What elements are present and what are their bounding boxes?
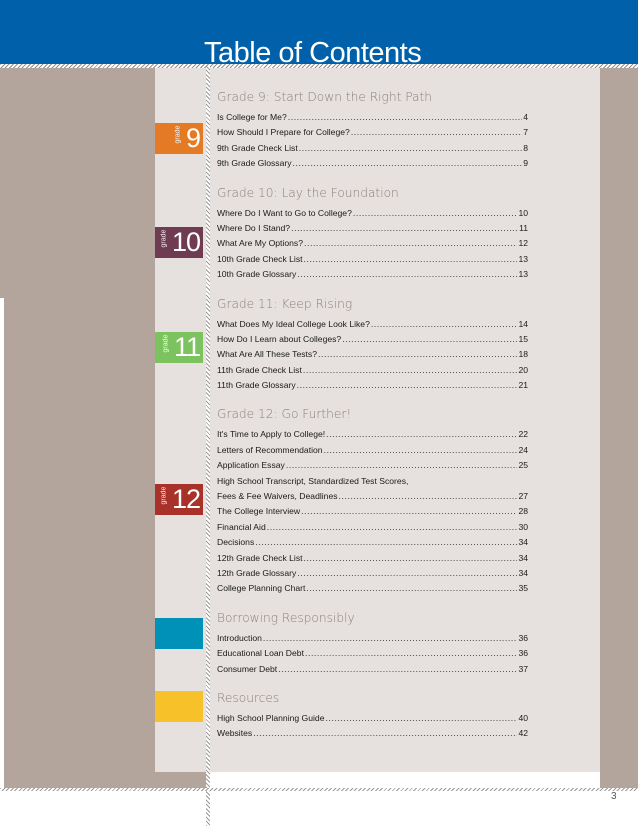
page-number: 3 xyxy=(611,791,617,802)
entry-page: 35 xyxy=(518,583,528,594)
entry-label: Letters of Recommendation xyxy=(217,444,323,455)
entry-label: Websites xyxy=(217,728,253,739)
dot-leader xyxy=(267,520,518,535)
entry-page: 15 xyxy=(518,333,528,344)
entry-page: 22 xyxy=(518,429,528,440)
toc-section-borrowing xyxy=(217,609,528,677)
toc-entry[interactable] xyxy=(217,378,528,393)
entry-label: Educational Loan Debt xyxy=(217,648,304,659)
entry-page: 24 xyxy=(518,444,528,455)
toc-entry[interactable] xyxy=(217,252,528,267)
entry-page: 18 xyxy=(518,349,528,360)
entry-page: 13 xyxy=(518,253,528,264)
entry-label: Decisions xyxy=(217,537,255,548)
toc-entry[interactable] xyxy=(217,141,528,156)
badge-grade-word: grade xyxy=(160,486,168,505)
dot-leader xyxy=(371,317,518,332)
dot-leader xyxy=(291,221,518,236)
entry-label: How Should I Prepare for College? xyxy=(217,127,350,138)
dot-leader xyxy=(297,378,518,393)
left-edge-strip xyxy=(0,298,4,790)
dot-leader xyxy=(304,236,517,251)
toc-entry[interactable] xyxy=(217,474,528,489)
vertical-hatch-divider xyxy=(206,66,210,826)
entry-page: 34 xyxy=(518,567,528,578)
entry-page: 21 xyxy=(518,380,528,391)
toc-entry[interactable] xyxy=(217,489,528,504)
badge-grade-number: 10 xyxy=(171,227,200,257)
entry-label: 10th Grade Glossary xyxy=(217,269,297,280)
entry-page: 27 xyxy=(518,491,528,502)
dot-leader xyxy=(255,535,517,550)
toc-entry[interactable] xyxy=(217,427,528,442)
grade-11-badge xyxy=(155,332,203,363)
entry-label: Financial Aid xyxy=(217,521,266,532)
entry-label: 12th Grade Check List xyxy=(217,552,303,563)
dot-leader xyxy=(318,347,517,362)
dot-leader xyxy=(326,427,517,442)
dot-leader xyxy=(342,332,517,347)
toc-entry[interactable] xyxy=(217,458,528,473)
section-title: Borrowing Responsibly xyxy=(217,610,355,625)
entry-label: 11th Grade Check List xyxy=(217,364,302,375)
entry-label: High School Planning Guide xyxy=(217,712,325,723)
entry-label: Is College for Me? xyxy=(217,112,287,122)
entry-page: 12 xyxy=(518,238,528,249)
dot-leader xyxy=(324,443,518,458)
entry-page: 36 xyxy=(518,648,528,659)
toc-section-grade9 xyxy=(217,88,528,172)
entry-label: How Do I Learn about Colleges? xyxy=(217,333,342,344)
toc-entry[interactable] xyxy=(217,347,528,362)
grade-9-badge xyxy=(155,123,203,154)
badge-grade-number: 12 xyxy=(171,484,200,514)
entry-page: 20 xyxy=(518,364,528,375)
dot-leader xyxy=(306,581,517,596)
toc-entry[interactable] xyxy=(217,267,528,282)
entry-page: 7 xyxy=(523,127,528,138)
toc-entry[interactable] xyxy=(217,156,528,171)
dot-leader xyxy=(263,631,518,646)
toc-entry[interactable] xyxy=(217,535,528,550)
entry-label: The College Interview xyxy=(217,506,301,517)
entry-page: 42 xyxy=(518,728,528,739)
section-title: Grade 9: Start Down the Right Path xyxy=(217,90,433,104)
entry-page: 37 xyxy=(518,663,528,674)
dot-leader xyxy=(297,267,517,282)
badge-grade-number: 9 xyxy=(185,123,200,153)
dot-leader xyxy=(253,726,517,741)
dot-leader xyxy=(278,662,517,677)
entry-label: What Does My Ideal College Look Like? xyxy=(217,318,370,329)
toc-section-resources xyxy=(217,689,528,742)
entry-page: 10 xyxy=(518,207,528,218)
dot-leader xyxy=(351,125,522,140)
page-title: Table of Contents xyxy=(204,37,422,69)
borrowing-color-swatch xyxy=(155,618,203,649)
toc-entry[interactable] xyxy=(217,110,528,125)
resources-color-swatch xyxy=(155,691,203,722)
section-title: Resources xyxy=(217,690,280,705)
badge-grade-number: 11 xyxy=(173,332,200,362)
toc-entry[interactable] xyxy=(217,631,528,646)
entry-label: Where Do I Want to Go to College? xyxy=(217,207,352,218)
entry-page: 40 xyxy=(518,712,528,723)
entry-label: 12th Grade Glossary xyxy=(217,567,297,578)
toc-entry[interactable] xyxy=(217,443,528,458)
table-of-contents xyxy=(217,88,528,754)
toc-entry[interactable] xyxy=(217,221,528,236)
toc-entry[interactable] xyxy=(217,317,528,332)
entry-page: 11 xyxy=(519,222,528,233)
entry-page: 9 xyxy=(523,158,528,169)
toc-entry[interactable] xyxy=(217,566,528,581)
toc-entry[interactable] xyxy=(217,581,528,596)
entry-label: What Are My Options? xyxy=(217,238,303,249)
grade-12-badge xyxy=(155,484,203,515)
toc-entry[interactable] xyxy=(217,504,528,519)
dot-leader xyxy=(297,566,517,581)
toc-entry[interactable] xyxy=(217,363,528,378)
entry-label: 9th Grade Check List xyxy=(217,142,298,153)
entry-label: Where Do I Stand? xyxy=(217,222,291,233)
toc-section-grade12 xyxy=(217,405,528,596)
entry-label: High School Transcript, Standardized Test Scores, xyxy=(217,475,409,486)
toc-entry[interactable] xyxy=(217,726,528,741)
entry-label: What Are All These Tests? xyxy=(217,349,317,360)
badge-grade-word: grade xyxy=(174,125,182,144)
entry-label: Application Essay xyxy=(217,460,285,471)
dot-leader xyxy=(301,504,517,519)
dot-leader xyxy=(304,551,518,566)
dot-leader xyxy=(299,141,522,156)
entry-page: 34 xyxy=(518,552,528,563)
entry-page: 4 xyxy=(523,112,528,122)
entry-page: 28 xyxy=(518,506,528,517)
badge-grade-word: grade xyxy=(162,334,170,353)
entry-page: 36 xyxy=(518,632,528,643)
entry-label: 9th Grade Glossary xyxy=(217,158,292,169)
dot-leader xyxy=(339,489,518,504)
entry-label: It's Time to Apply to College! xyxy=(217,429,326,440)
toc-entry[interactable] xyxy=(217,662,528,677)
entry-page: 8 xyxy=(523,142,528,153)
dot-leader xyxy=(305,646,517,661)
entry-label: Introduction xyxy=(217,632,262,643)
entry-label: Consumer Debt xyxy=(217,663,278,674)
toc-entry[interactable] xyxy=(217,711,528,726)
toc-entry[interactable] xyxy=(217,332,528,347)
dot-leader xyxy=(304,252,518,267)
toc-section-grade11 xyxy=(217,295,528,394)
toc-entry[interactable] xyxy=(217,520,528,535)
entry-label: Fees & Fee Waivers, Deadlines xyxy=(217,491,338,502)
grade-10-badge xyxy=(155,227,203,258)
toc-entry[interactable] xyxy=(217,236,528,251)
dot-leader xyxy=(353,206,518,221)
entry-page: 14 xyxy=(518,318,528,329)
dot-leader xyxy=(293,156,523,171)
entry-label: 11th Grade Glossary xyxy=(217,380,296,391)
entry-page: 25 xyxy=(518,460,528,471)
dot-leader xyxy=(303,363,518,378)
entry-label: College Planning Chart xyxy=(217,583,306,594)
section-title: Grade 11: Keep Rising xyxy=(217,296,353,311)
toc-entry[interactable] xyxy=(217,125,528,140)
entry-page: 13 xyxy=(518,269,528,280)
footer-hatch-divider xyxy=(0,788,638,791)
badge-grade-word: grade xyxy=(160,229,168,248)
dot-leader xyxy=(288,110,522,125)
right-background-band xyxy=(600,0,638,790)
section-title: Grade 10: Lay the Foundation xyxy=(217,185,399,200)
toc-entry[interactable] xyxy=(217,551,528,566)
toc-section-grade10 xyxy=(217,184,528,283)
entry-page: 30 xyxy=(518,521,528,532)
entry-label: 10th Grade Check List xyxy=(217,253,303,264)
toc-entry[interactable] xyxy=(217,646,528,661)
toc-entry[interactable] xyxy=(217,206,528,221)
section-title: Grade 12: Go Further! xyxy=(217,407,352,422)
dot-leader xyxy=(326,711,518,726)
entry-page: 34 xyxy=(518,537,528,548)
dot-leader xyxy=(286,458,518,473)
